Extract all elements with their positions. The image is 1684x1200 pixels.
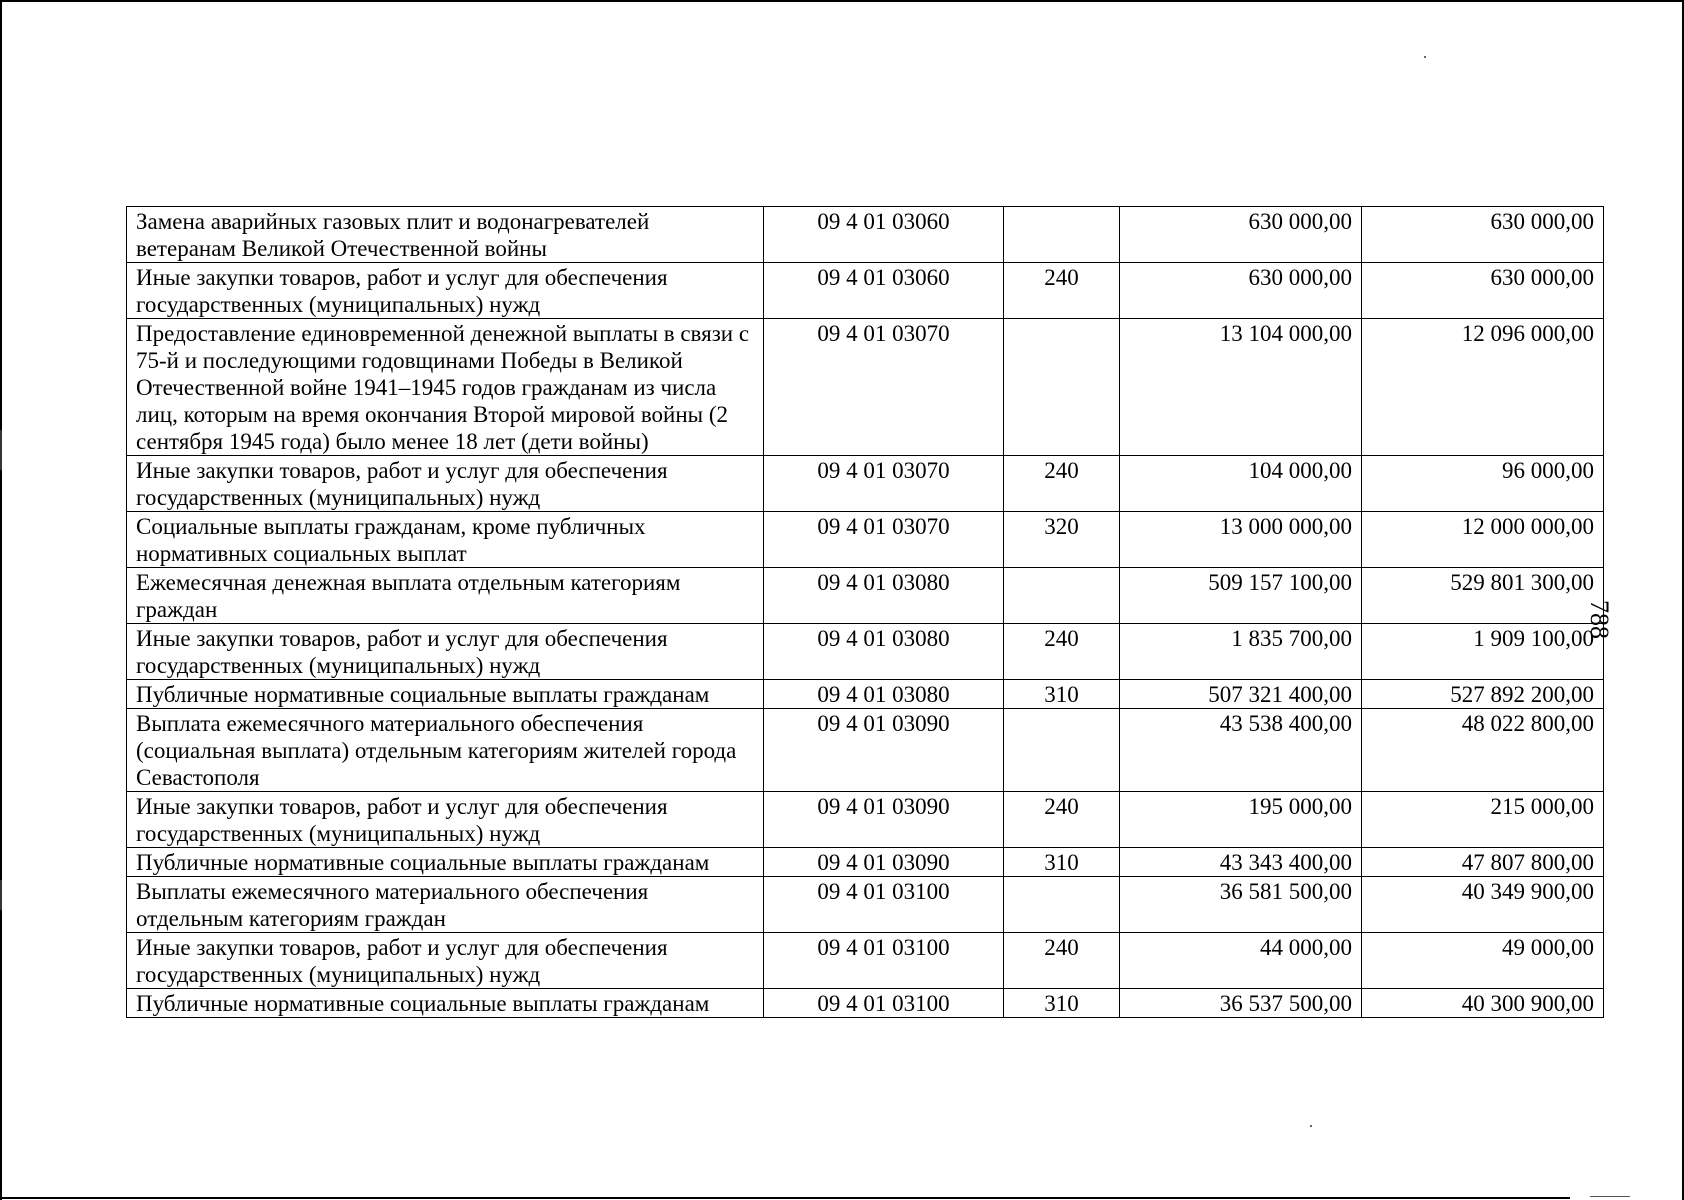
row-amount-2: 48 022 800,00 xyxy=(1362,709,1604,792)
row-amount-1: 630 000,00 xyxy=(1120,207,1362,263)
row-expense-type: 240 xyxy=(1004,456,1120,512)
table-row xyxy=(127,848,1604,877)
row-amount-1: 44 000,00 xyxy=(1120,933,1362,989)
row-name: Выплата ежемесячного материального обеспечения (социальная выплата) отдельным категориям жителей города Севастополя xyxy=(127,709,764,792)
row-target-code: 09 4 01 03090 xyxy=(764,792,1004,848)
row-target-code: 09 4 01 03070 xyxy=(764,512,1004,568)
page-number: 788 xyxy=(1585,600,1614,639)
row-amount-2: 96 000,00 xyxy=(1362,456,1604,512)
row-target-code: 09 4 01 03060 xyxy=(764,263,1004,319)
row-name: Иные закупки товаров, работ и услуг для обеспечения государственных (муниципальных) нужд xyxy=(127,792,764,848)
table-row xyxy=(127,933,1604,989)
row-name: Социальные выплаты гражданам, кроме публичных нормативных социальных выплат xyxy=(127,512,764,568)
row-target-code: 09 4 01 03060 xyxy=(764,207,1004,263)
scan-left-mark xyxy=(0,880,2,910)
row-name: Иные закупки товаров, работ и услуг для обеспечения государственных (муниципальных) нужд xyxy=(127,624,764,680)
table-row xyxy=(127,709,1604,792)
row-amount-1: 1 835 700,00 xyxy=(1120,624,1362,680)
table-row xyxy=(127,624,1604,680)
row-expense-type xyxy=(1004,319,1120,456)
row-amount-2: 630 000,00 xyxy=(1362,207,1604,263)
row-expense-type xyxy=(1004,568,1120,624)
row-target-code: 09 4 01 03080 xyxy=(764,680,1004,709)
table-row xyxy=(127,989,1604,1018)
row-amount-1: 195 000,00 xyxy=(1120,792,1362,848)
row-amount-2: 49 000,00 xyxy=(1362,933,1604,989)
scan-left-mark xyxy=(0,430,2,470)
row-amount-2: 12 096 000,00 xyxy=(1362,319,1604,456)
scan-bottom-mark xyxy=(1590,1196,1630,1197)
row-target-code: 09 4 01 03080 xyxy=(764,568,1004,624)
row-target-code: 09 4 01 03070 xyxy=(764,319,1004,456)
row-name: Иные закупки товаров, работ и услуг для обеспечения государственных (муниципальных) нужд xyxy=(127,933,764,989)
row-expense-type: 240 xyxy=(1004,792,1120,848)
row-expense-type xyxy=(1004,877,1120,933)
row-name: Выплаты ежемесячного материального обеспечения отдельным категориям граждан xyxy=(127,877,764,933)
row-name: Иные закупки товаров, работ и услуг для обеспечения государственных (муниципальных) нужд xyxy=(127,456,764,512)
row-target-code: 09 4 01 03080 xyxy=(764,624,1004,680)
row-amount-1: 36 581 500,00 xyxy=(1120,877,1362,933)
row-name: Публичные нормативные социальные выплаты гражданам xyxy=(127,848,764,877)
row-amount-2: 630 000,00 xyxy=(1362,263,1604,319)
row-amount-1: 509 157 100,00 xyxy=(1120,568,1362,624)
row-target-code: 09 4 01 03100 xyxy=(764,933,1004,989)
row-amount-2: 527 892 200,00 xyxy=(1362,680,1604,709)
row-name: Иные закупки товаров, работ и услуг для обеспечения государственных (муниципальных) нужд xyxy=(127,263,764,319)
row-name: Публичные нормативные социальные выплаты гражданам xyxy=(127,989,764,1018)
table-row xyxy=(127,207,1604,263)
budget-table-body xyxy=(127,207,1604,1018)
scan-speck xyxy=(1424,56,1426,58)
row-amount-1: 43 538 400,00 xyxy=(1120,709,1362,792)
table-row xyxy=(127,456,1604,512)
row-target-code: 09 4 01 03100 xyxy=(764,877,1004,933)
table-row xyxy=(127,568,1604,624)
scan-bottom-edge xyxy=(0,1197,1570,1199)
row-amount-1: 630 000,00 xyxy=(1120,263,1362,319)
row-target-code: 09 4 01 03090 xyxy=(764,709,1004,792)
row-amount-2: 215 000,00 xyxy=(1362,792,1604,848)
row-expense-type: 240 xyxy=(1004,624,1120,680)
table-row xyxy=(127,319,1604,456)
row-amount-2: 1 909 100,00 xyxy=(1362,624,1604,680)
budget-table xyxy=(126,206,1604,1018)
row-target-code: 09 4 01 03070 xyxy=(764,456,1004,512)
row-target-code: 09 4 01 03090 xyxy=(764,848,1004,877)
row-amount-1: 13 104 000,00 xyxy=(1120,319,1362,456)
row-target-code: 09 4 01 03100 xyxy=(764,989,1004,1018)
row-expense-type: 310 xyxy=(1004,848,1120,877)
table-row xyxy=(127,512,1604,568)
scan-speck xyxy=(1310,1125,1312,1127)
table-row xyxy=(127,792,1604,848)
row-amount-1: 507 321 400,00 xyxy=(1120,680,1362,709)
row-expense-type: 240 xyxy=(1004,933,1120,989)
row-amount-2: 40 349 900,00 xyxy=(1362,877,1604,933)
row-expense-type: 320 xyxy=(1004,512,1120,568)
row-amount-2: 47 807 800,00 xyxy=(1362,848,1604,877)
table-row xyxy=(127,877,1604,933)
row-name: Предоставление единовременной денежной выплаты в связи с 75-й и последующими годовщинами Победы в Великой Отечественной войне 1941–1945 годов гражданам из числа лиц, которым на время окончания Второй мировой войны (2 сентября 1945 года) было менее 18 лет (дети войны) xyxy=(127,319,764,456)
row-expense-type xyxy=(1004,709,1120,792)
row-amount-1: 43 343 400,00 xyxy=(1120,848,1362,877)
row-amount-1: 104 000,00 xyxy=(1120,456,1362,512)
row-amount-2: 529 801 300,00 xyxy=(1362,568,1604,624)
row-name: Замена аварийных газовых плит и водонагревателей ветеранам Великой Отечественной войны xyxy=(127,207,764,263)
row-expense-type: 310 xyxy=(1004,680,1120,709)
row-amount-2: 12 000 000,00 xyxy=(1362,512,1604,568)
row-amount-1: 36 537 500,00 xyxy=(1120,989,1362,1018)
row-name: Публичные нормативные социальные выплаты гражданам xyxy=(127,680,764,709)
row-expense-type xyxy=(1004,207,1120,263)
row-amount-2: 40 300 900,00 xyxy=(1362,989,1604,1018)
table-row xyxy=(127,263,1604,319)
row-expense-type: 240 xyxy=(1004,263,1120,319)
row-amount-1: 13 000 000,00 xyxy=(1120,512,1362,568)
table-row xyxy=(127,680,1604,709)
row-name: Ежемесячная денежная выплата отдельным категориям граждан xyxy=(127,568,764,624)
row-expense-type: 310 xyxy=(1004,989,1120,1018)
